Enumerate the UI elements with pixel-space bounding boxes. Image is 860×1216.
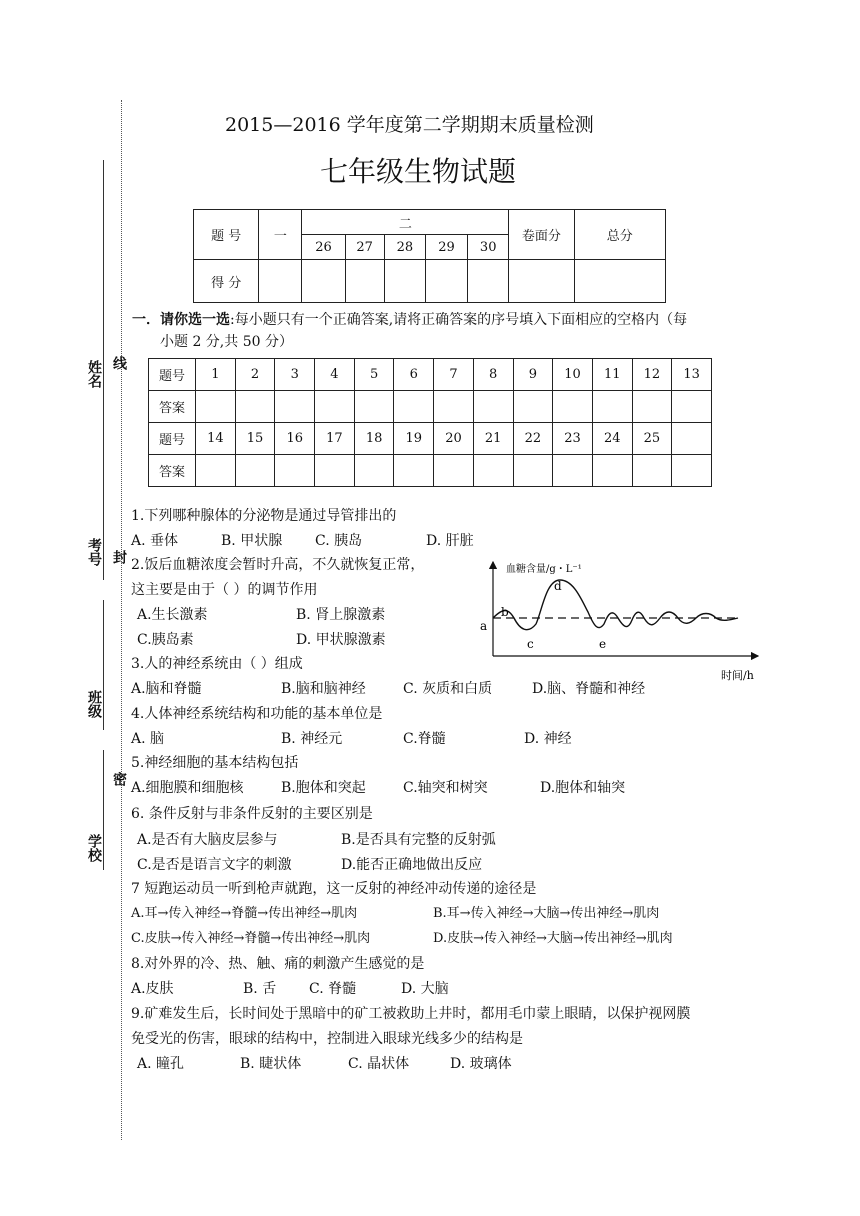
section1-heading: 一．请你选一选: [132, 312, 230, 328]
answer-num-row-2: [149, 423, 712, 455]
q4-opt-d: D. 神经: [524, 731, 572, 747]
mi-label: 密: [111, 772, 127, 786]
num: 6: [394, 359, 434, 391]
num: 4: [315, 359, 355, 391]
col-29: 29: [425, 235, 467, 260]
num: 23: [553, 423, 593, 455]
answer-cell[interactable]: [434, 455, 474, 487]
num: 19: [394, 423, 434, 455]
er-cell: 二: [302, 210, 509, 235]
q2-opt-b: B. 肾上腺激素: [296, 607, 386, 623]
answer-cell[interactable]: [235, 391, 275, 423]
yi-cell: 一: [259, 210, 302, 260]
num: 12: [632, 359, 672, 391]
q8-opt-a: A.皮肤: [131, 981, 174, 997]
num: 20: [434, 423, 474, 455]
graph-label-d: d: [554, 579, 562, 593]
score-blank[interactable]: [468, 260, 509, 303]
q5-opt-a: A.细胞膜和细胞核: [131, 780, 244, 796]
q2-opt-c: C.胰岛素: [137, 632, 194, 648]
num: 15: [235, 423, 275, 455]
answer-cell[interactable]: [196, 391, 236, 423]
q6-stem: 6. 条件反射与非条件反射的主要区别是: [131, 806, 373, 822]
answer-cell[interactable]: [473, 391, 513, 423]
q9-stem-1: 9.矿难发生后，长时间处于黑暗中的矿工被救助上井时，都用毛巾蒙上眼睛，以保护视网膜: [131, 1006, 691, 1022]
blood-sugar-graph: [478, 556, 768, 684]
q8-opt-c: C. 脊髓: [309, 981, 357, 997]
col-27: 27: [345, 235, 384, 260]
num: 5: [354, 359, 394, 391]
section1-instruction: :每小题只有一个正确答案,请将正确答案的序号填入下面相应的空格内（每: [230, 312, 688, 328]
q3-opt-d: D.脑、脊髓和神经: [532, 681, 646, 697]
answer-cell[interactable]: [196, 455, 236, 487]
q6-opt-d: D.能否正确地做出反应: [341, 857, 483, 873]
score-blank[interactable]: [259, 260, 302, 303]
label-num: 题号: [149, 359, 196, 391]
q5-stem: 5.神经细胞的基本结构包括: [131, 755, 299, 771]
q7-opt-a: A.耳→传入神经→脊髓→传出神经→肌肉: [131, 906, 358, 921]
tihao-cell: 题 号: [194, 210, 259, 260]
num: [672, 423, 712, 455]
num: 8: [473, 359, 513, 391]
score-blank[interactable]: [302, 260, 345, 303]
answer-cell[interactable]: [513, 391, 553, 423]
score-blank[interactable]: [509, 260, 574, 303]
graph-ylabel: 血糖含量/g・L⁻¹: [506, 564, 582, 575]
line-label: 线: [111, 356, 127, 370]
q8-opt-b: B. 舌: [243, 981, 277, 997]
score-blank[interactable]: [425, 260, 467, 303]
name-label: 姓名: [86, 360, 102, 388]
q8-opt-d: D. 大脑: [401, 981, 449, 997]
answer-cell[interactable]: [434, 391, 474, 423]
q9-opt-c: C. 晶状体: [348, 1056, 410, 1072]
q5-opt-b: B.胞体和突起: [281, 780, 366, 796]
q9-opt-b: B. 睫状体: [240, 1056, 302, 1072]
q4-stem: 4.人体神经系统结构和功能的基本单位是: [131, 706, 383, 722]
answer-cell[interactable]: [394, 391, 434, 423]
num: 2: [235, 359, 275, 391]
binding-dotted-line: [121, 100, 122, 1140]
answer-cell[interactable]: [553, 391, 593, 423]
label-num: 题号: [149, 423, 196, 455]
col-26: 26: [302, 235, 345, 260]
num: 24: [592, 423, 632, 455]
score-blank[interactable]: [384, 260, 425, 303]
col-30: 30: [468, 235, 509, 260]
school-label: 学校: [86, 834, 102, 862]
num: 17: [315, 423, 355, 455]
answer-cell[interactable]: [672, 455, 712, 487]
num: 10: [553, 359, 593, 391]
q2-stem-1: 2.饭后血糖浓度会暂时升高，不久就恢复正常，: [131, 557, 425, 573]
q6-opt-c: C.是否是语言文字的刺激: [137, 857, 292, 873]
section1-line2: 小题 2 分,共 50 分）: [160, 334, 293, 350]
answer-cell[interactable]: [592, 391, 632, 423]
num: 13: [672, 359, 712, 391]
score-blank[interactable]: [574, 260, 665, 303]
answer-cell[interactable]: [672, 391, 712, 423]
q9-opt-d: D. 玻璃体: [450, 1056, 512, 1072]
q1-opt-a: A. 垂体: [131, 533, 179, 549]
q4-opt-a: A. 脑: [131, 731, 165, 747]
q1-stem: 1.下列哪种腺体的分泌物是通过导管排出的: [131, 508, 397, 524]
answer-cell[interactable]: [632, 455, 672, 487]
answer-cell[interactable]: [473, 455, 513, 487]
juanmian-cell: 卷面分: [509, 210, 574, 260]
q7-opt-b: B.耳→传入神经→大脑→传出神经→肌肉: [433, 906, 660, 921]
answer-row-1: [149, 391, 712, 423]
q1-opt-d: D. 肝脏: [426, 533, 474, 549]
blood-sugar-curve: [493, 580, 738, 630]
num: 9: [513, 359, 553, 391]
num: 22: [513, 423, 553, 455]
q7-opt-d: D.皮肤→传入神经→大脑→传出神经→肌肉: [433, 931, 673, 946]
q5-opt-d: D.胞体和轴突: [540, 780, 626, 796]
q6-opt-a: A.是否有大脑皮层参与: [137, 832, 278, 848]
num: 14: [196, 423, 236, 455]
answer-cell[interactable]: [632, 391, 672, 423]
q9-stem-2: 免受光的伤害，眼球的结构中，控制进入眼球光线多少的结构是: [131, 1031, 523, 1047]
exam-no-label: 考号: [86, 538, 102, 566]
q8-stem: 8.对外界的冷、热、触、痛的刺激产生感觉的是: [131, 956, 425, 972]
year-title: 2015—2016 学年度第二学期期末质量检测: [225, 114, 594, 136]
q3-stem: 3.人的神经系统由（ ）组成: [131, 656, 303, 672]
q2-opt-a: A.生长激素: [137, 607, 208, 623]
answer-cell[interactable]: [275, 455, 315, 487]
zongfen-cell: 总分: [574, 210, 665, 260]
answer-cell[interactable]: [354, 455, 394, 487]
q5-opt-c: C.轴突和树突: [403, 780, 488, 796]
q3-opt-c: C. 灰质和白质: [403, 681, 493, 697]
answer-num-row-1: [149, 359, 712, 391]
q4-opt-b: B. 神经元: [281, 731, 343, 747]
graph-label-a: a: [480, 619, 488, 633]
num: 1: [196, 359, 236, 391]
seal-label: 封: [111, 550, 127, 564]
answer-cell[interactable]: [592, 455, 632, 487]
label-ans: 答案: [149, 455, 196, 487]
label-ans: 答案: [149, 391, 196, 423]
num: 16: [275, 423, 315, 455]
graph-xlabel: 时间/h: [721, 669, 754, 682]
answer-cell[interactable]: [394, 455, 434, 487]
num: 7: [434, 359, 474, 391]
num: 18: [354, 423, 394, 455]
num: 11: [592, 359, 632, 391]
q1-opt-b: B. 甲状腺: [221, 533, 283, 549]
q4-opt-c: C.脊髓: [403, 731, 446, 747]
answer-cell[interactable]: [354, 391, 394, 423]
q3-opt-b: B.脑和脑神经: [281, 681, 366, 697]
answer-cell[interactable]: [553, 455, 593, 487]
graph-label-b: b: [501, 605, 509, 619]
num: 21: [473, 423, 513, 455]
section1-line1: [132, 311, 687, 329]
q6-opt-b: B.是否具有完整的反射弧: [341, 832, 496, 848]
score-table: [193, 209, 666, 303]
defen-cell: 得 分: [194, 260, 259, 303]
class-label: 班级: [86, 690, 102, 718]
subject-title: 七年级生物试题: [320, 155, 517, 188]
score-blank[interactable]: [345, 260, 384, 303]
answer-table: [148, 358, 712, 487]
num: 25: [632, 423, 672, 455]
answer-cell[interactable]: [275, 391, 315, 423]
q9-opt-a: A. 瞳孔: [137, 1056, 185, 1072]
answer-cell[interactable]: [235, 455, 275, 487]
q7-stem: 7 短跑运动员一听到枪声就跑，这一反射的神经冲动传递的途径是: [131, 881, 537, 897]
q2-stem-2: 这主要是由于（ ）的调节作用: [131, 582, 318, 598]
graph-label-c: c: [527, 637, 534, 651]
q7-opt-c: C.皮肤→传入神经→脊髓→传出神经→肌肉: [131, 931, 371, 946]
q1-opt-c: C. 胰岛: [315, 533, 363, 549]
answer-cell[interactable]: [315, 391, 355, 423]
q3-opt-a: A.脑和脊髓: [131, 681, 202, 697]
answer-row-2: [149, 455, 712, 487]
graph-label-e: e: [599, 637, 607, 651]
answer-cell[interactable]: [315, 455, 355, 487]
q2-opt-d: D. 甲状腺激素: [296, 632, 386, 648]
answer-cell[interactable]: [513, 455, 553, 487]
col-28: 28: [384, 235, 425, 260]
num: 3: [275, 359, 315, 391]
